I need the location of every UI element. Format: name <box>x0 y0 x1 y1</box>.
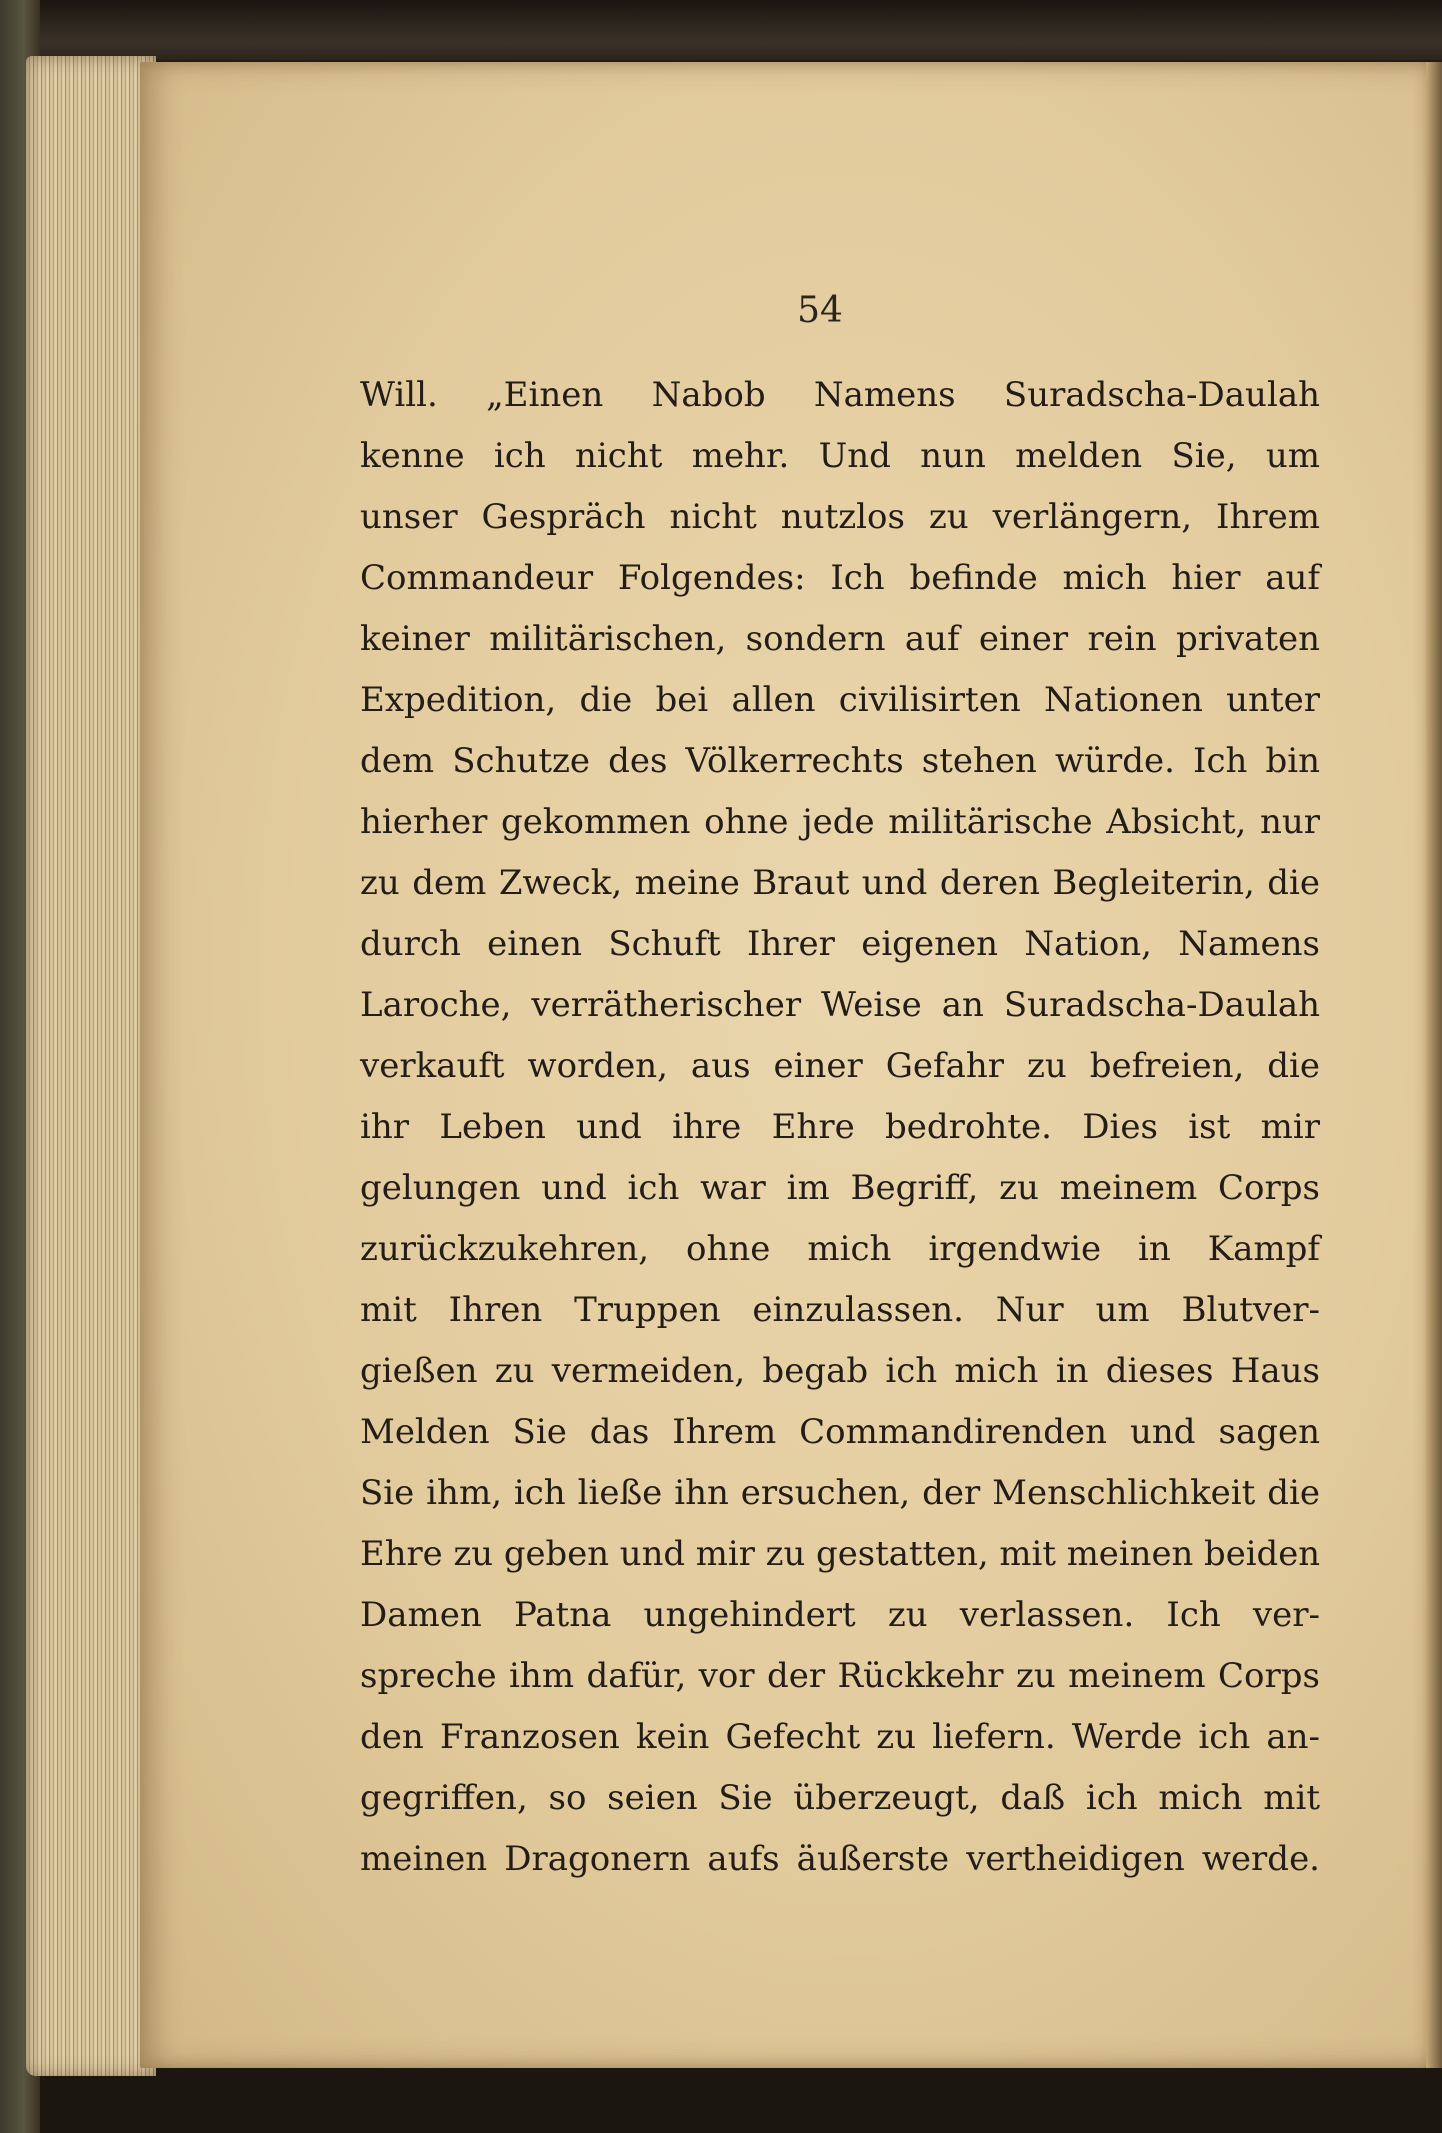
page-right-edge <box>1426 62 1442 2068</box>
page-text <box>360 365 1320 1890</box>
text-line: mit Ihren Truppen einzulassen. Nur um Blutver- <box>360 1290 1320 1330</box>
text-line: den Franzosen kein Gefecht zu liefern. Werde ich an- <box>360 1717 1320 1757</box>
text-line: Expedition, die bei allen civilisirten Nationen unter <box>360 680 1320 720</box>
book-cover-top <box>0 0 1442 60</box>
text-line: Laroche, verrätherischer Weise an Suradscha-Daulah <box>360 985 1320 1025</box>
text-line: unser Gespräch nicht nutzlos zu verlängern, Ihrem <box>360 497 1320 537</box>
text-line: Damen Patna ungehindert zu verlassen. Ich ver- <box>360 1595 1320 1635</box>
text-line: kenne ich nicht mehr. Und nun melden Sie, um <box>360 436 1320 476</box>
text-line: verkauft worden, aus einer Gefahr zu befreien, die <box>360 1046 1320 1086</box>
text-line: Ehre zu geben und mir zu gestatten, mit meinen beiden <box>360 1534 1321 1574</box>
text-line: gießen zu vermeiden, begab ich mich in dieses Haus <box>360 1351 1320 1391</box>
text-line: hierher gekommen ohne jede militärische Absicht, nur <box>360 802 1320 842</box>
page-stack-edge <box>26 56 156 2076</box>
text-line: Melden Sie das Ihrem Commandirenden und sagen <box>360 1412 1320 1452</box>
text-line: dem Schutze des Völkerrechts stehen würde. Ich bin <box>360 741 1320 781</box>
text-line: gelungen und ich war im Begriff, zu meinem Corps <box>360 1168 1320 1208</box>
text-line: Sie ihm, ich ließe ihn ersuchen, der Menschlichkeit die <box>360 1473 1320 1513</box>
page-number: 54 <box>797 290 843 331</box>
text-line: Will. „Einen Nabob Namens Suradscha-Daulah <box>360 375 1320 415</box>
text-line: keiner militärischen, sondern auf einer rein privaten <box>360 619 1320 659</box>
text-line: Commandeur Folgendes: Ich befinde mich hier auf <box>360 558 1320 598</box>
text-line: ihr Leben und ihre Ehre bedrohte. Dies ist mir <box>360 1107 1320 1147</box>
text-line: meinen Dragonern aufs äußerste vertheidigen werde. <box>360 1839 1320 1879</box>
text-line: zurückzukehren, ohne mich irgendwie in Kampf <box>360 1229 1320 1269</box>
text-line: gegriffen, so seien Sie überzeugt, daß ich mich mit <box>360 1778 1320 1818</box>
text-line: durch einen Schuft Ihrer eigenen Nation, Namens <box>360 924 1320 964</box>
text-line: zu dem Zweck, meine Braut und deren Begleiterin, die <box>360 863 1320 903</box>
text-line: spreche ihm dafür, vor der Rückkehr zu meinem Corps <box>360 1656 1320 1696</box>
